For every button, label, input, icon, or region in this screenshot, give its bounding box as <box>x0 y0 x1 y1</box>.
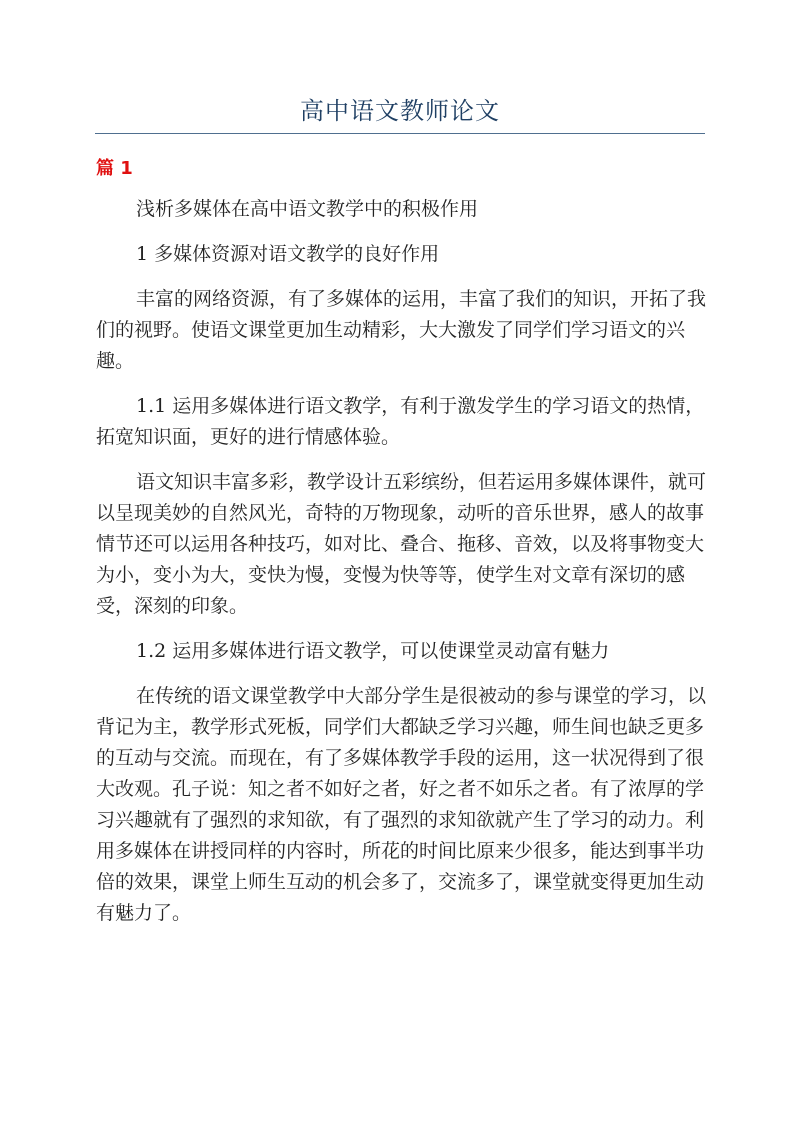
body-text <box>96 194 710 943</box>
paragraph-1: 丰富的网络资源，有了多媒体的运用，丰富了我们的知识，开拓了我们的视野。使语文课堂更加生动精彩，大大激发了同学们学习语文的兴趣。 <box>96 288 707 372</box>
paragraph-article-title: 浅析多媒体在高中语文教学中的积极作用 <box>136 198 479 220</box>
paragraph-heading-1-2: 1.2 运用多媒体进行语文教学，可以使课堂灵动富有魅力 <box>136 640 610 662</box>
paragraph-heading-1: 1 多媒体资源对语文教学的良好作用 <box>136 243 440 265</box>
section-heading: 篇 1 <box>96 158 133 179</box>
document-title: 高中语文教师论文 <box>300 97 500 125</box>
paragraph-3: 在传统的语文课堂教学中大部分学生是很被动的参与课堂的学习，以背记为主，教学形式死板，同学们大都缺乏学习兴趣，师生间也缺乏更多的互动与交流。而现在，有了多媒体教学手段的运用，这一状况得到了很大改观。孔子说：知之者不如好之者，好之者不如乐之者。有了浓厚的学习兴趣就有了强烈的求知欲，有了强烈的求知欲就产生了学习的动力。利用多媒体在讲授同样的内容时，所花的时间比原来少很多，能达到事半功倍的效果，课堂上师生互动的机会多了，交流多了，课堂就变得更加生动有魅力了。 <box>96 685 707 924</box>
paragraph-heading-1-1: 1.1 运用多媒体进行语文教学，有利于激发学生的学习语文的热情，拓宽知识面，更好的进行情感体验。 <box>96 395 705 448</box>
title-underline <box>95 133 705 134</box>
paragraph-2: 语文知识丰富多彩，教学设计五彩缤纷，但若运用多媒体课件，就可以呈现美妙的自然风光，奇特的万物现象，动听的音乐世界，感人的故事情节还可以运用各种技巧，如对比、叠合、拖移、音效，以及将事物变大为小，变小为大，变快为慢，变慢为快等等，使学生对文章有深切的感受，深刻的印象。 <box>96 471 707 617</box>
